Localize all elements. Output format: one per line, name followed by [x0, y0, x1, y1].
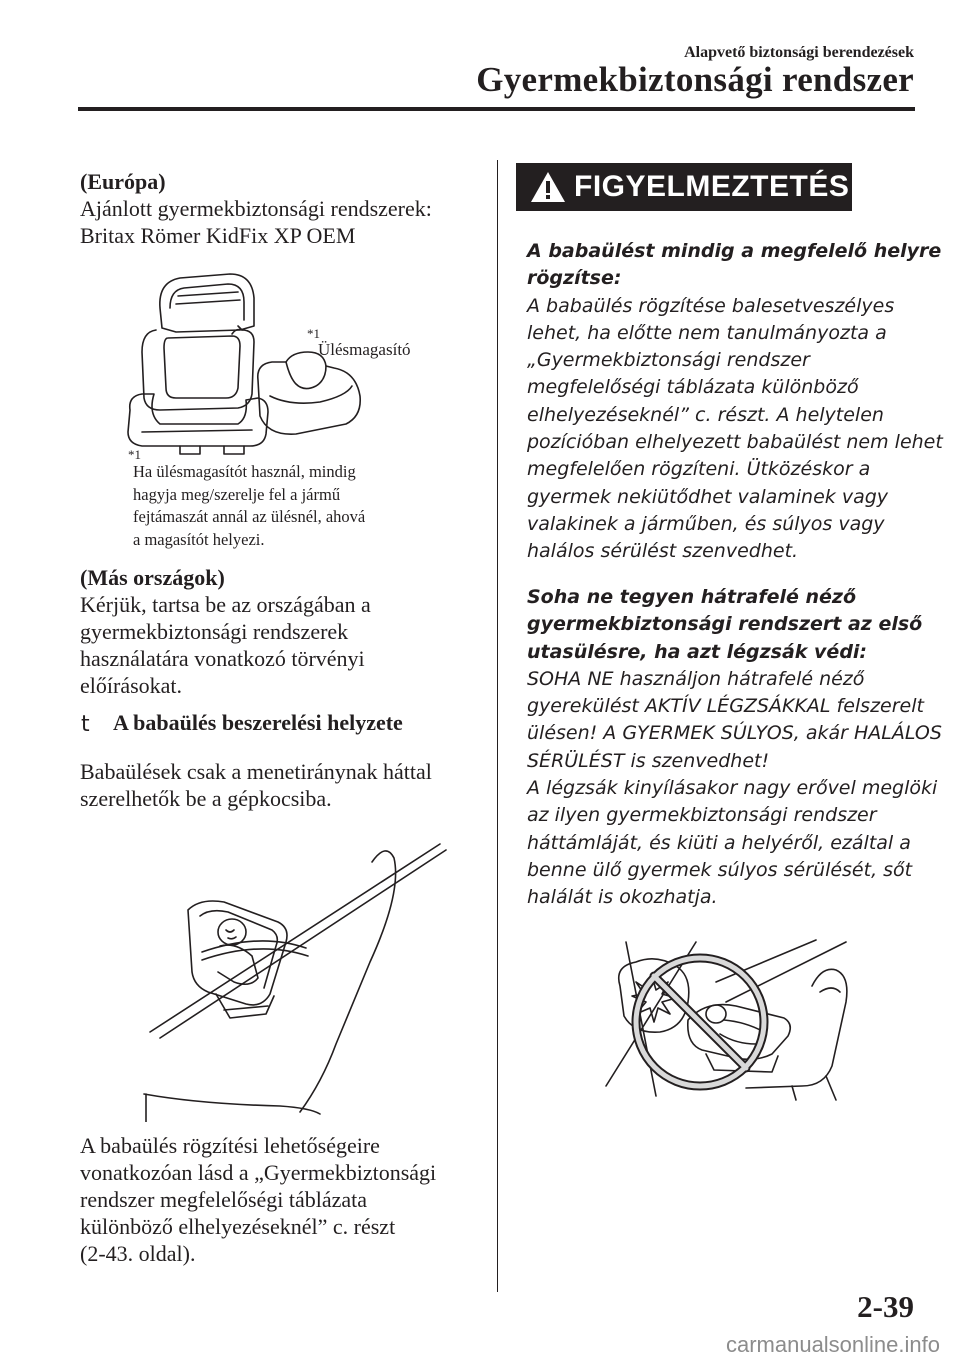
note-line: a magasítót helyezi. — [133, 529, 265, 549]
page-title: Gyermekbiztonsági rendszer — [476, 60, 914, 99]
column-divider — [497, 160, 498, 1292]
footer-watermark: carmanualsonline.info — [725, 1332, 940, 1357]
text-line: vonatkozóan lásd a „Gyermekbiztonsági — [80, 1160, 437, 1185]
warning-title: FIGYELMEZTETÉS — [574, 170, 850, 203]
section-body — [80, 758, 460, 812]
text-line: Britax Römer KidFix XP OEM — [80, 223, 356, 248]
warning-line: valakinek a járműben, és súlyos vagy — [527, 512, 885, 535]
warning-line: háttámláját, és kiüti a helyéről, ezáltal a — [527, 831, 911, 854]
warning-block-1 — [527, 238, 943, 566]
warning-line: lehet, ha előtte nem tanulmányozta a — [527, 321, 887, 344]
baby-carrier-illustration — [140, 832, 460, 1122]
note-line: Ha ülésmagasítót használ, mindig — [133, 462, 356, 481]
text-line: előírásokat. — [80, 673, 183, 698]
warning-line: A légzsák kinyílásakor nagy erővel meglöki — [527, 777, 938, 800]
header-rule — [78, 107, 915, 111]
warning-bold-line: gyermekbiztonsági rendszert az első — [527, 613, 923, 636]
text-line: Kérjük, tartsa be az országában a — [80, 592, 371, 617]
header-section: Alapvető biztonsági berendezések — [684, 44, 914, 61]
europe-block — [80, 168, 460, 249]
figure-label: Ülésmagasító — [318, 340, 411, 359]
text-line: különböző elhelyezéseknél” c. részt — [80, 1214, 396, 1239]
warning-bold-line: rögzítse: — [527, 267, 622, 290]
warning-line: ülésen! A GYERMEK SÚLYOS, akár HALÁLOS — [527, 722, 942, 745]
warning-line: halálos sérülést szenvedhet. — [527, 540, 799, 563]
warning-line: SÉRÜLÉST is szenvedhet! — [527, 749, 770, 772]
figure-note — [133, 461, 463, 551]
warning-line: „Gyermekbiztonsági rendszer — [527, 349, 810, 372]
reference-block — [80, 1132, 460, 1267]
warning-line: az ilyen gyermekbiztonsági rendszer — [527, 804, 877, 827]
text-line: szerelhetők be a gépkocsiba. — [80, 786, 332, 811]
warning-bold-line: utasülésre, ha azt légzsák védi: — [527, 640, 868, 663]
text-line: Ajánlott gyermekbiztonsági rendszerek: — [80, 196, 432, 221]
other-countries-block — [80, 564, 460, 699]
page-number: 2-39 — [857, 1289, 914, 1324]
warning-bold-line: Soha ne tegyen hátrafelé néző — [527, 586, 857, 608]
warning-line: A babaülés rögzítése balesetveszélyes — [527, 294, 895, 317]
warning-line: elhelyezéseknél” c. részt. A helytelen — [527, 403, 884, 426]
warning-line: halálát is okozhatja. — [527, 886, 718, 909]
note-mark: *1 — [128, 447, 141, 462]
warning-line: gyerekülést AKTÍV LÉGZSÁKKAL felszerelt — [527, 695, 924, 718]
warning-line: megfelelőségi táblázata különböző — [527, 376, 859, 399]
note-line: fejtámaszát annál az ülésnél, ahová — [133, 507, 366, 526]
warning-line: gyermek nekiütődhet valaminek vagy — [527, 485, 889, 508]
booster-seat-illustration — [120, 268, 370, 458]
airbag-prohibited-illustration — [596, 936, 876, 1106]
section-marker: t — [81, 712, 90, 737]
text-line: használatára vonatkozó törvényi — [80, 646, 365, 671]
text-line: gyermekbiztonsági rendszerek — [80, 619, 349, 644]
warning-bold-line: A babaülést mindig a megfelelő helyre — [527, 240, 942, 262]
warning-line: pozícióban elhelyezett babaülést nem lehet — [527, 431, 943, 454]
warning-triangle-icon — [526, 163, 570, 211]
text-line: A babaülés rögzítési lehetőségeire — [80, 1133, 380, 1158]
text-line: rendszer megfelelőségi táblázata — [80, 1187, 368, 1212]
warning-line: SOHA NE használjon hátrafelé néző — [527, 667, 865, 690]
europe-heading: (Európa) — [80, 169, 166, 194]
warning-line: megfelelően rögzíteni. Ütközéskor a — [527, 458, 871, 481]
warning-banner — [516, 163, 852, 211]
other-heading: (Más országok) — [80, 565, 225, 590]
note-line: hagyja meg/szerelje fel a jármű — [133, 484, 341, 504]
figure-label-mark: *1 — [307, 326, 320, 341]
text-line: (2-43. oldal). — [80, 1241, 196, 1266]
warning-line: benne ülő gyermek súlyos sérülését, sőt — [527, 858, 913, 881]
section-title: A babaülés beszerelési helyzete — [113, 710, 403, 735]
text-line: Babaülések csak a menetiránynak háttal — [80, 759, 432, 784]
warning-block-2 — [527, 584, 942, 912]
